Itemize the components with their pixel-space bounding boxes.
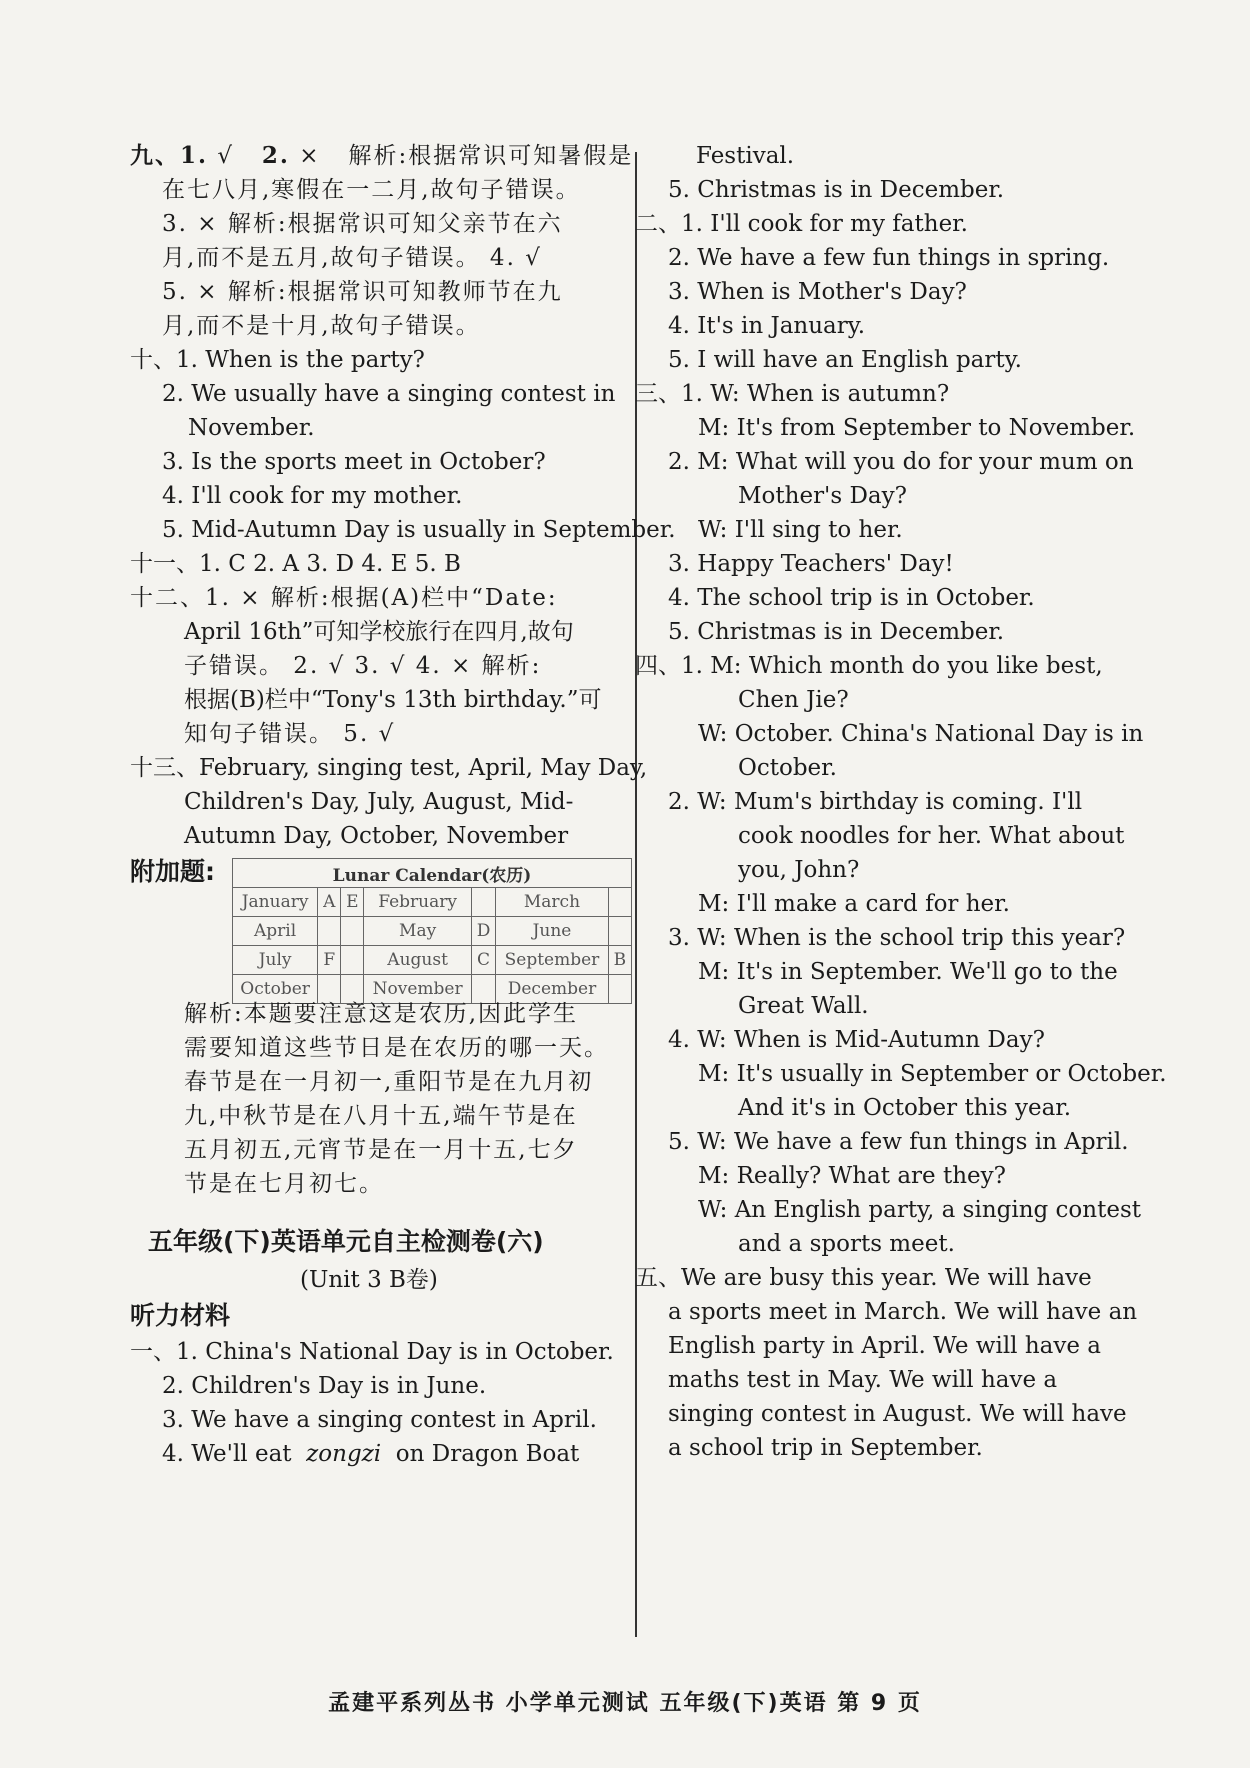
section-11: 十一、1. C 2. A 3. D 4. E 5. B xyxy=(130,551,461,577)
right-line: singing contest in August. We will have xyxy=(668,1401,1127,1427)
calendar-cell: August xyxy=(364,946,471,975)
calendar-cell: June xyxy=(496,917,608,946)
right-line: 3. W: When is the school trip this year? xyxy=(668,925,1126,951)
right-line: M: Really? What are they? xyxy=(698,1163,1006,1189)
section-10-item-3: 3. Is the sports meet in October? xyxy=(162,449,546,475)
section-10-item-2: 2. We usually have a singing contest in xyxy=(162,381,616,407)
bonus-explanation-5: 五月初五,元宵节是在一月十五,七夕 xyxy=(184,1137,578,1163)
right-line: 5. I will have an English party. xyxy=(668,347,1022,373)
calendar-cell: March xyxy=(496,888,608,917)
right-line: maths test in May. We will have a xyxy=(668,1367,1058,1393)
right-line: a sports meet in March. We will have an xyxy=(668,1299,1138,1325)
section-10-item-2-cont: November. xyxy=(188,415,315,441)
bonus-explanation-4: 九,中秋节是在八月十五,端午节是在 xyxy=(184,1103,578,1129)
section-9-line-3: 3. × 解析:根据常识可知父亲节在六 xyxy=(162,211,563,237)
section-9-line-2: 在七八月,寒假在一二月,故句子错误。 xyxy=(162,177,581,203)
right-line: W: I'll sing to her. xyxy=(698,517,903,543)
section-9-line-1: 九、1. √ 2. × 解析:根据常识可知暑假是 xyxy=(130,142,634,169)
calendar-cell: December xyxy=(496,975,608,1004)
calendar-cell: November xyxy=(364,975,471,1004)
calendar-row xyxy=(233,946,632,975)
calendar-cell xyxy=(608,888,631,917)
right-line: M: It's usually in September or October. xyxy=(698,1061,1167,1087)
bonus-explanation-2: 需要知道这些节日是在农历的哪一天。 xyxy=(184,1035,609,1061)
calendar-cell: February xyxy=(364,888,471,917)
right-line: you, John? xyxy=(738,857,860,883)
calendar-cell xyxy=(318,917,341,946)
column-divider xyxy=(635,152,637,1637)
calendar-cell: A xyxy=(318,888,341,917)
right-line: 3. When is Mother's Day? xyxy=(668,279,967,305)
test-title: 五年级(下)英语单元自主检测卷(六) xyxy=(148,1227,544,1256)
listening-1-item-2: 2. Children's Day is in June. xyxy=(162,1373,487,1399)
right-line: 5. Christmas is in December. xyxy=(668,619,1005,645)
right-line: 2. W: Mum's birthday is coming. I'll xyxy=(668,789,1083,815)
section-12-line-5: 知句子错误。 5. √ xyxy=(184,721,396,747)
section-9-line-6: 月,而不是十月,故句子错误。 xyxy=(162,313,481,339)
section-13-line-2: Children's Day, July, August, Mid- xyxy=(184,789,574,815)
right-line: W: An English party, a singing contest xyxy=(698,1197,1141,1223)
section-9-line-4: 月,而不是五月,故句子错误。 4. √ xyxy=(162,245,542,271)
calendar-cell: April xyxy=(233,917,318,946)
calendar-cell: July xyxy=(233,946,318,975)
listening-1-item-3: 3. We have a singing contest in April. xyxy=(162,1407,597,1433)
calendar-cell: E xyxy=(341,888,364,917)
right-line: Mother's Day? xyxy=(738,483,907,509)
calendar-row xyxy=(233,917,632,946)
right-line: 五、We are busy this year. We will have xyxy=(635,1265,1092,1291)
right-line: M: I'll make a card for her. xyxy=(698,891,1010,917)
right-line: English party in April. We will have a xyxy=(668,1333,1101,1359)
calendar-cell: F xyxy=(318,946,341,975)
calendar-cell: May xyxy=(364,917,471,946)
right-line: And it's in October this year. xyxy=(738,1095,1072,1121)
lunar-calendar-table xyxy=(232,858,632,1004)
right-line: 4. The school trip is in October. xyxy=(668,585,1035,611)
section-10-item-4: 4. I'll cook for my mother. xyxy=(162,483,463,509)
calendar-cell xyxy=(341,917,364,946)
test-subtitle: (Unit 3 B卷) xyxy=(300,1267,438,1293)
calendar-cell: October xyxy=(233,975,318,1004)
bonus-explanation-3: 春节是在一月初一,重阳节是在九月初 xyxy=(184,1069,594,1095)
section-10-item-5: 5. Mid-Autumn Day is usually in September. xyxy=(162,517,676,543)
right-line: Festival. xyxy=(696,143,795,169)
right-line: 二、1. I'll cook for my father. xyxy=(635,211,968,237)
right-line: 2. We have a few fun things in spring. xyxy=(668,245,1110,271)
right-line: Great Wall. xyxy=(738,993,869,1019)
calendar-cell: D xyxy=(471,917,496,946)
bonus-label: 附加题: xyxy=(130,857,215,886)
listening-1-item-4: 4. We'll eat zongzi on Dragon Boat xyxy=(162,1441,580,1467)
calendar-cell: B xyxy=(608,946,631,975)
right-line: 5. W: We have a few fun things in April. xyxy=(668,1129,1129,1155)
section-10-item-1: 十、1. When is the party? xyxy=(130,347,425,373)
calendar-row xyxy=(233,888,632,917)
right-line: October. xyxy=(738,755,837,781)
listening-label: 听力材料 xyxy=(130,1301,231,1330)
calendar-cell xyxy=(608,917,631,946)
right-line: M: It's in September. We'll go to the xyxy=(698,959,1118,985)
section-12-line-1: 十二、1. × 解析:根据(A)栏中“Date: xyxy=(130,585,558,611)
page-footer: 孟建平系列丛书 小学单元测试 五年级(下)英语 第 9 页 xyxy=(328,1691,922,1716)
right-line: 4. W: When is Mid-Autumn Day? xyxy=(668,1027,1045,1053)
section-12-line-2: April 16th”可知学校旅行在四月,故句 xyxy=(184,619,574,645)
calendar-title: Lunar Calendar(农历) xyxy=(233,859,632,888)
bonus-explanation-6: 节是在七月初七。 xyxy=(184,1171,384,1197)
listening-1-item-1: 一、1. China's National Day is in October. xyxy=(130,1339,614,1365)
section-12-line-4: 根据(B)栏中“Tony's 13th birthday.”可 xyxy=(184,687,602,713)
calendar-cell: C xyxy=(471,946,496,975)
section-13-line-3: Autumn Day, October, November xyxy=(184,823,569,849)
right-line: a school trip in September. xyxy=(668,1435,983,1461)
calendar-cell xyxy=(608,975,631,1004)
right-line: and a sports meet. xyxy=(738,1231,955,1257)
right-line: 三、1. W: When is autumn? xyxy=(635,381,950,407)
calendar-cell: January xyxy=(233,888,318,917)
right-line: W: October. China's National Day is in xyxy=(698,721,1144,747)
calendar-cell: September xyxy=(496,946,608,975)
calendar-cell xyxy=(341,946,364,975)
right-line: 4. It's in January. xyxy=(668,313,866,339)
right-line: 四、1. M: Which month do you like best, xyxy=(635,653,1103,679)
right-line: 5. Christmas is in December. xyxy=(668,177,1005,203)
right-line: 2. M: What will you do for your mum on xyxy=(668,449,1134,475)
section-13-line-1: 十三、February, singing test, April, May Day, xyxy=(130,755,648,781)
bonus-explanation-1: 解析:本题要注意这是农历,因此学生 xyxy=(184,1001,579,1027)
section-9-line-5: 5. × 解析:根据常识可知教师节在九 xyxy=(162,279,563,305)
section-12-line-3: 子错误。 2. √ 3. √ 4. × 解析: xyxy=(184,653,542,679)
right-line: 3. Happy Teachers' Day! xyxy=(668,551,954,577)
right-line: Chen Jie? xyxy=(738,687,849,713)
right-line: M: It's from September to November. xyxy=(698,415,1136,441)
right-line: cook noodles for her. What about xyxy=(738,823,1125,849)
calendar-cell xyxy=(471,888,496,917)
